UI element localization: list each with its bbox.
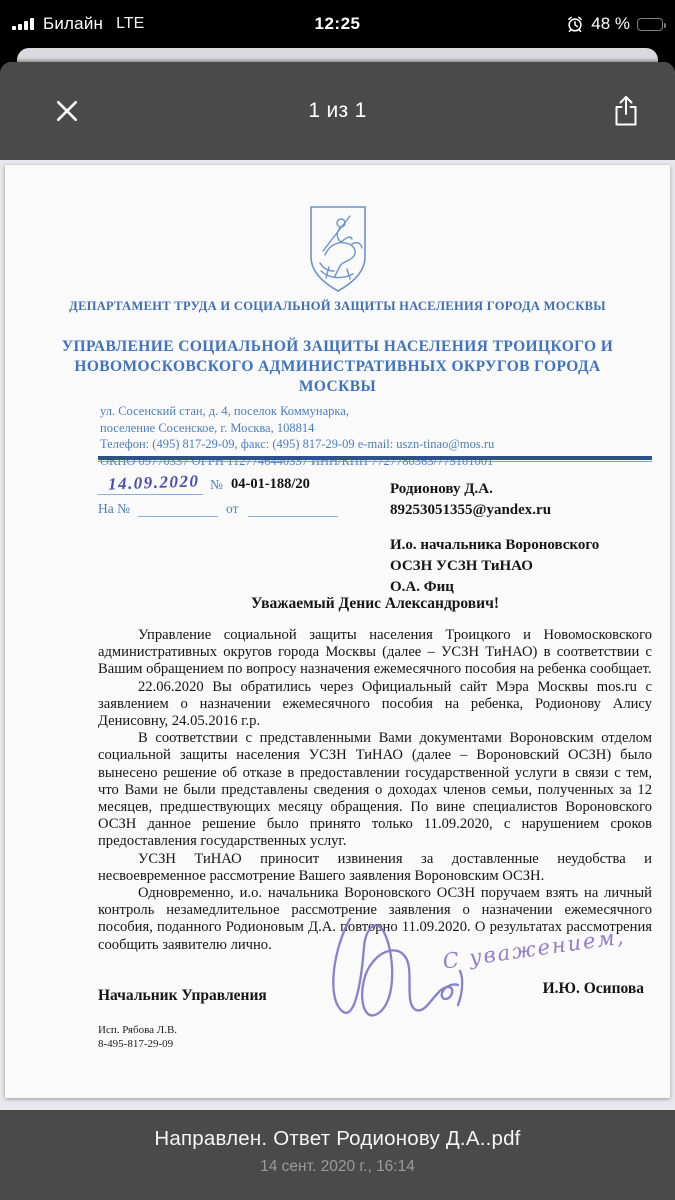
handwritten-date: 14.09.2020 bbox=[107, 471, 200, 494]
paragraph: УСЗН ТиНАО приносит извинения за доставленные неудобства и несвоевременное рассмотрение Вашего заявления Вороновским ОСЗН. bbox=[98, 850, 652, 884]
paragraph: Одновременно, и.о. начальника Вороновского ОСЗН поручаем взять на личный контроль незамедлительное рассмотрение заявления о назначении ежемесячного пособия, поданного Родионовым Д.А. повторно 11.09.2020. О результатах рассмотрения сообщить заявителю лично. bbox=[98, 885, 652, 953]
signal-strength-icon bbox=[12, 18, 34, 30]
addressee-copy-org: ОСЗН УСЗН ТиНАО bbox=[390, 558, 533, 574]
executor-phone: 8-495-817-29-09 bbox=[98, 1038, 174, 1050]
signer-name: И.Ю. Осипова bbox=[542, 980, 644, 997]
paragraph: В соответствии с представленными Вами документами Вороновским отделом социальной защиты населения УСЗН ТиНАО (далее – Вороновский ОСЗН) было вынесено решение об отказе в предоставлении государственной услуги в связи с тем, что Вами не были представлены сведения о доходах членов семьи, полученных за 12 месяцев, предшествующих месяцу обращения. По вине специалистов Вороновского ОСЗН данное решение было принято только 11.09.2020, с нарушением сроков предоставления государственных услуг. bbox=[98, 730, 652, 850]
battery-percent-label: 48 % bbox=[591, 14, 630, 33]
address-line: Телефон: (495) 817-29-09, факс: (495) 817-29-09 e-mail: uszn-tinao@mos.ru bbox=[100, 437, 495, 451]
paragraph: Управление социальной защиты населения Троицкого и Новомосковского административных округов города Москвы (далее – УСЗН ТиНАО) в соответствии с Вашим обращением по вопросу назначения ежемесячного пособия на ребенка сообщает. bbox=[98, 627, 652, 678]
addressee-block bbox=[390, 479, 599, 598]
letterhead-division: УПРАВЛЕНИЕ СОЦИАЛЬНОЙ ЗАЩИТЫ НАСЕЛЕНИЯ ТРОИЦКОГО И НОВОМОСКОВСКОГО АДМИНИСТРАТИВНЫХ ОКРУГОВ ГОРОДА МОСКВЫ bbox=[61, 338, 614, 395]
network-type-label: LTE bbox=[116, 15, 145, 32]
addressee-email: 89253051355@yandex.ru bbox=[390, 502, 552, 518]
date-blank-line bbox=[98, 494, 203, 495]
close-button[interactable] bbox=[52, 96, 82, 126]
viewer-header bbox=[0, 62, 675, 160]
addressee-copy-name: О.А. Фиц bbox=[390, 579, 454, 595]
addressee-name: Родионову Д.А. bbox=[390, 481, 493, 497]
pdf-preview-sheet bbox=[0, 62, 675, 1200]
share-icon bbox=[613, 95, 639, 127]
file-info-bar bbox=[0, 1110, 675, 1200]
share-button[interactable] bbox=[611, 94, 641, 128]
reply-from-label: от bbox=[226, 501, 239, 516]
reference-block bbox=[98, 471, 388, 521]
reply-number-label: На № bbox=[98, 501, 130, 516]
close-icon bbox=[55, 99, 79, 123]
signature-scribble bbox=[320, 913, 500, 1028]
moscow-coat-of-arms-icon bbox=[308, 205, 368, 293]
letter-body bbox=[98, 627, 652, 954]
outgoing-number: 04-01-188/20 bbox=[231, 476, 310, 492]
executor-name: Исп. Рябова Л.В. bbox=[98, 1024, 178, 1036]
address-line: ул. Сосенский стан, д. 4, поселок Коммунарка, bbox=[100, 404, 349, 418]
letterhead-divider bbox=[98, 456, 652, 462]
file-date: 14 сент. 2020 г., 16:14 bbox=[260, 1158, 415, 1175]
clock-time: 12:25 bbox=[314, 14, 361, 33]
battery-icon bbox=[637, 18, 663, 31]
status-bar bbox=[0, 0, 675, 48]
address-line: поселение Сосенское, г. Москва, 108814 bbox=[100, 420, 315, 435]
signer-position: Начальник Управления bbox=[98, 987, 267, 1004]
reply-number-blank bbox=[138, 516, 218, 517]
number-sign-label: № bbox=[210, 477, 223, 492]
letter-page bbox=[5, 165, 670, 1098]
reply-date-blank bbox=[248, 516, 338, 517]
document-scroll-area[interactable] bbox=[0, 160, 675, 1110]
handwritten-regards: С уважением, bbox=[441, 924, 627, 974]
addressee-copy-title: И.о. начальника Вороновского bbox=[390, 537, 600, 553]
carrier-label: Билайн bbox=[43, 14, 104, 33]
letterhead-department: ДЕПАРТАМЕНТ ТРУДА И СОЦИАЛЬНОЙ ЗАЩИТЫ НАСЕЛЕНИЯ ГОРОДА МОСКВЫ bbox=[69, 299, 606, 313]
page-indicator: 1 из 1 bbox=[308, 99, 367, 122]
alarm-icon bbox=[566, 15, 584, 33]
salutation: Уважаемый Денис Александрович! bbox=[251, 595, 499, 612]
paragraph: 22.06.2020 Вы обратились через Официальный сайт Мэра Москвы mos.ru с заявлением о назначении ежемесячного пособия на ребенка, Родионову Алису Денисовну, 24.05.2016 г.р. bbox=[98, 678, 652, 730]
file-name: Направлен. Ответ Родионову Д.А..pdf bbox=[154, 1127, 521, 1150]
executor-block bbox=[98, 1023, 177, 1051]
